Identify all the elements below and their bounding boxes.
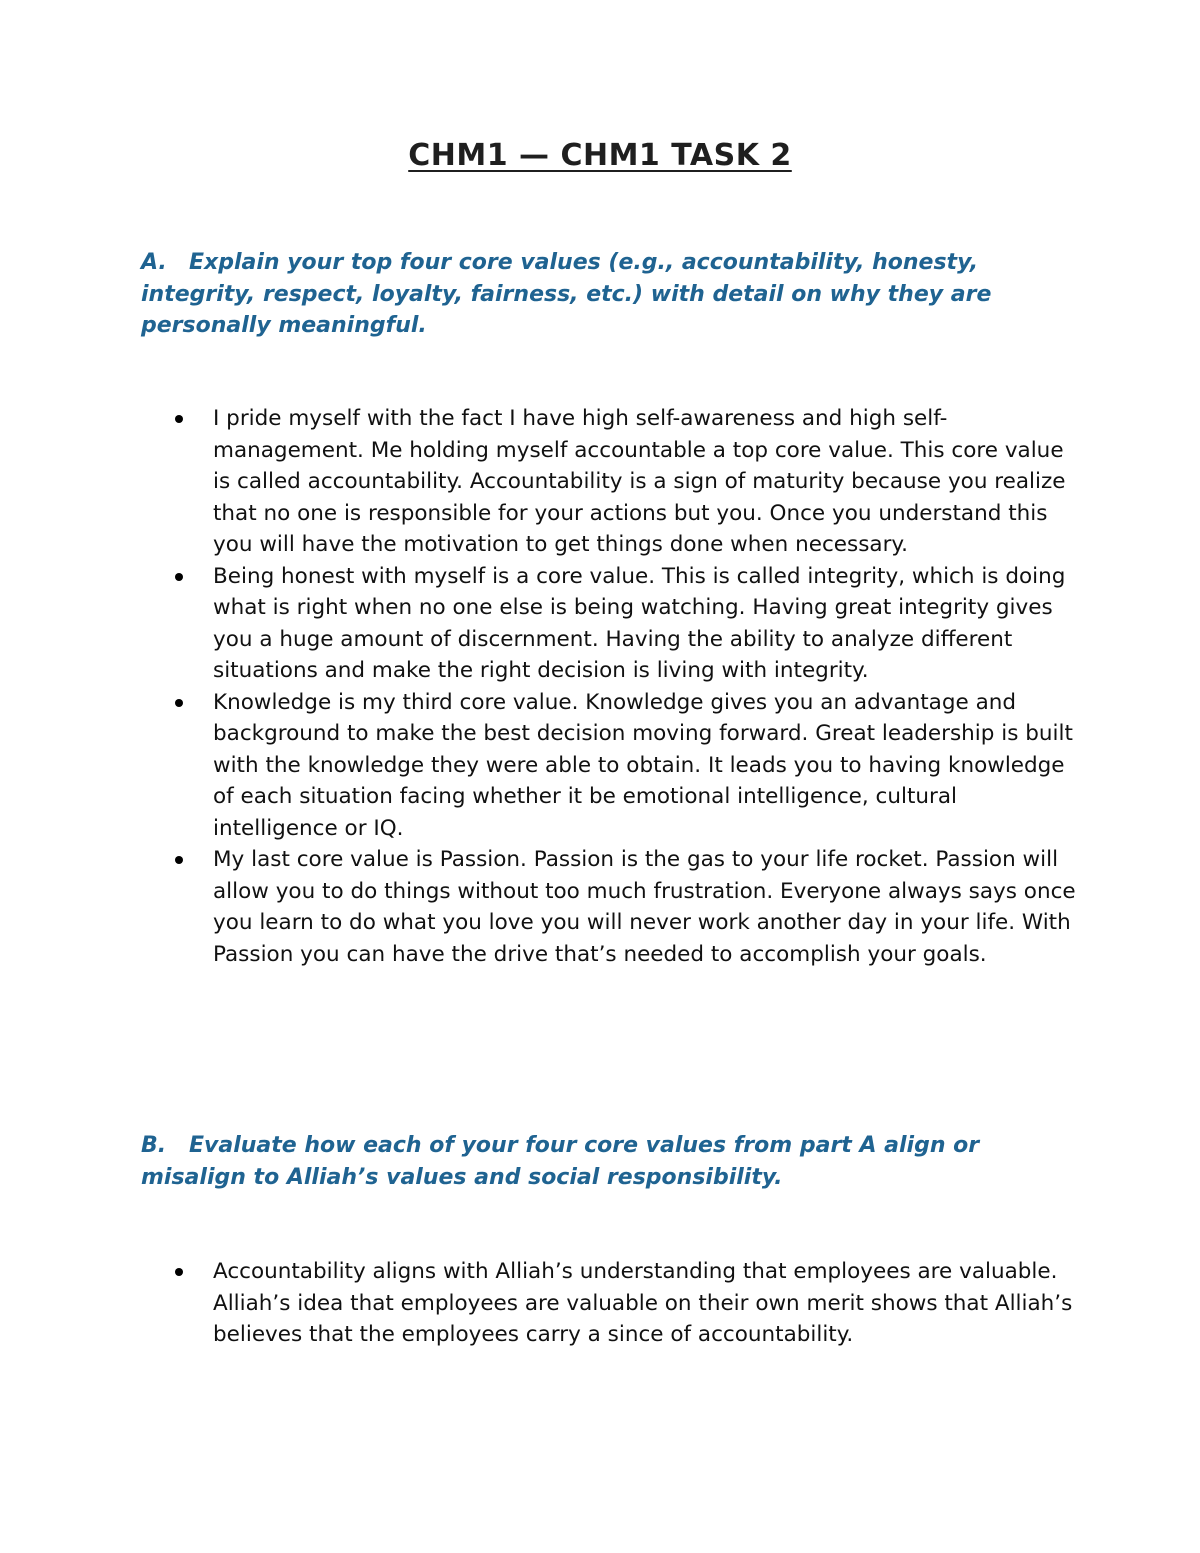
answer-text: Accountability aligns with Alliah’s understanding that employees are valuable. Alliah’s idea that employees are valuable on their own merit shows that Alliah’s believes that the employees carry a since of accountability.: [213, 1259, 1073, 1347]
section-a-answer-list: [213, 403, 1083, 970]
section-b-prompt: [141, 1130, 1071, 1193]
answer-list-item: [213, 561, 1083, 687]
section-a-letter: A.: [141, 250, 167, 275]
section-a-prompt: [141, 247, 1071, 342]
section-a-prompt-text: Explain your top four core values (e.g., accountability, honesty, integrity, respect, loyalty, fairness, etc.) with detail on why they are personally meaningful.: [141, 250, 992, 338]
bullet-icon: [175, 856, 183, 864]
answer-text: I pride myself with the fact I have high self-awareness and high self-management. Me holding myself accountable a top core value. This core value is called accountability. Accountability is a sign of maturity because you realize that no one is responsible for your actions but you. Once you understand this you will have the motivation to get things done when necessary.: [213, 406, 1066, 557]
answer-list-item: [213, 403, 1083, 561]
document-title: [0, 138, 1200, 173]
answer-list-item: [213, 1256, 1083, 1351]
answer-list-item: [213, 687, 1083, 845]
section-b-prompt-text: Evaluate how each of your four core values from part A align or misalign to Alliah’s values and social responsibility.: [141, 1133, 980, 1190]
answer-list-item: [213, 844, 1083, 970]
answer-text: Knowledge is my third core value. Knowledge gives you an advantage and background to make the best decision moving forward. Great leadership is built with the knowledge they were able to obtain. It leads you to having knowledge of each situation facing whether it be emotional intelligence, cultural intelligence or IQ.: [213, 689, 1073, 841]
answer-text: My last core value is Passion. Passion is the gas to your life rocket. Passion will allow you to do things without too much frustration. Everyone always says once you learn to do what you love you will never work another day in your life. With Passion you can have the drive that’s needed to accomplish your goals.: [213, 847, 1076, 967]
bullet-icon: [175, 573, 183, 581]
document-title-text: CHM1 — CHM1 TASK 2: [408, 138, 792, 173]
bullet-icon: [175, 699, 183, 707]
bullet-icon: [175, 415, 183, 423]
section-b-answer-list: [213, 1256, 1083, 1351]
bullet-icon: [175, 1268, 183, 1276]
section-b-letter: B.: [141, 1133, 167, 1158]
answer-text: Being honest with myself is a core value. This is called integrity, which is doing what is right when no one else is being watching. Having great integrity gives you a huge amount of discernment. Having the ability to analyze different situations and make the right decision is living with integrity.: [213, 563, 1066, 683]
